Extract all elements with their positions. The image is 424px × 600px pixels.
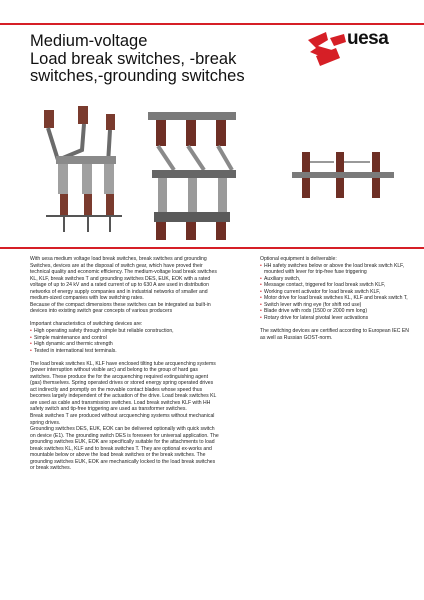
title-line-1: Medium-voltage: [30, 32, 148, 50]
list-item: • Rotary drive for lateral pivotal lever activations: [260, 315, 410, 322]
list-item: • Simple maintenance and control: [30, 335, 220, 342]
left-text-column: [30, 256, 220, 478]
characteristics-title: Important characteristics of switching devices are:: [30, 321, 143, 328]
list-item: • Motor drive for load break switches KL, KLF and break switch T,: [260, 295, 410, 302]
title-line-2: Load break switches, -break: [30, 49, 237, 68]
body-paragraph-3: Grounding switches DES, EUK, EOK can be delivered optionally with quick switch on device (E1). The grounding switch DES is foreseen for universal application. The grounding switches EUK, EOK are specifically suitable for the attachments to load break switches KL, KLF and to break switches T. They are optional ex-works and mountable below or above the load break switches or the break switches. The grounding switches EUK, EOK are mechanically locked to the load break switches or break switches.: [30, 426, 219, 472]
title-line-3: switches,-grounding switches: [30, 67, 245, 85]
load-break-switch-photo: [38, 100, 130, 240]
mid-accent-rule: [0, 247, 424, 249]
top-accent-rule: [0, 23, 424, 25]
grounding-switch-photo: [288, 148, 398, 206]
list-item: • High dynamic and thermic strength: [30, 341, 220, 348]
list-item: • Message contact, triggered for load break switch KLF,: [260, 282, 410, 289]
break-switch-photo: [144, 108, 240, 244]
list-item: • HH safety switches below or above the load break switch KLF, mounted with lever for trip-free fuse triggering: [260, 263, 410, 276]
body-paragraph-2: Break switches T are produced without arcquenching systems without mechanical spring drives.: [30, 413, 215, 426]
logo-text: uesa: [347, 28, 389, 49]
list-item: • Auxiliary switch,: [260, 276, 410, 283]
certification-text: The switching devices are certified according to European IEC EN as well as Russian GOST-norm.: [260, 327, 409, 341]
optional-list: [260, 263, 410, 322]
intro-paragraph: With uesa medium voltage load break switches, break switches and grounding Switches, devices are at the disposal of switch gear, which have proved their technical quality and economic efficiency. The medium-voltage load break switches KL, KLF, break switches T and grounding switches DES, EUK, EOK with a rated voltage of up to 24 kV and a rated current of up to 630 A are used in distribution networks of energy supply companies and in industrial networks of smaller and medium-sized companies with low switching rates.: [30, 256, 217, 302]
page-title: [30, 33, 330, 86]
characteristics-list: [30, 328, 220, 354]
list-item: • Switch lever with ring eye (for shift rod use): [260, 302, 410, 309]
list-item: • Working current activator for load break switch KLF,: [260, 289, 410, 296]
intro-paragraph-2: Because of the compact dimensions these switches can be integrated as built-in devices into existing switch gear concepts of various producers: [30, 301, 211, 315]
body-paragraph-1: The load break switches KL, KLF have enclosed tilting tube arcquenching systems (power interruption without visible arc) and belong to the group of hard gas switches. These produce the for the arcquenching required extinguishing agent (gas) themselves. Spring operated drives or stored energy spring operated drives act indirectly and promptly on the movable contact blades whose speed thus becomes largely independent of the actuation of the drive. Load break switches KL are used as cable and transmission switches. Load break switches KLF with HH safety switch and tip-free triggering are used as transformer switches.: [30, 360, 217, 413]
right-text-column: [260, 256, 410, 348]
optional-title: Optional equipment is deliverable:: [260, 256, 337, 262]
list-item: • Tested in international test terminals.: [30, 348, 220, 355]
list-item: • Blade drive with rods (1500 or 2000 mm long): [260, 308, 410, 315]
list-item: • High operating safety through simple but reliable construction,: [30, 328, 220, 335]
